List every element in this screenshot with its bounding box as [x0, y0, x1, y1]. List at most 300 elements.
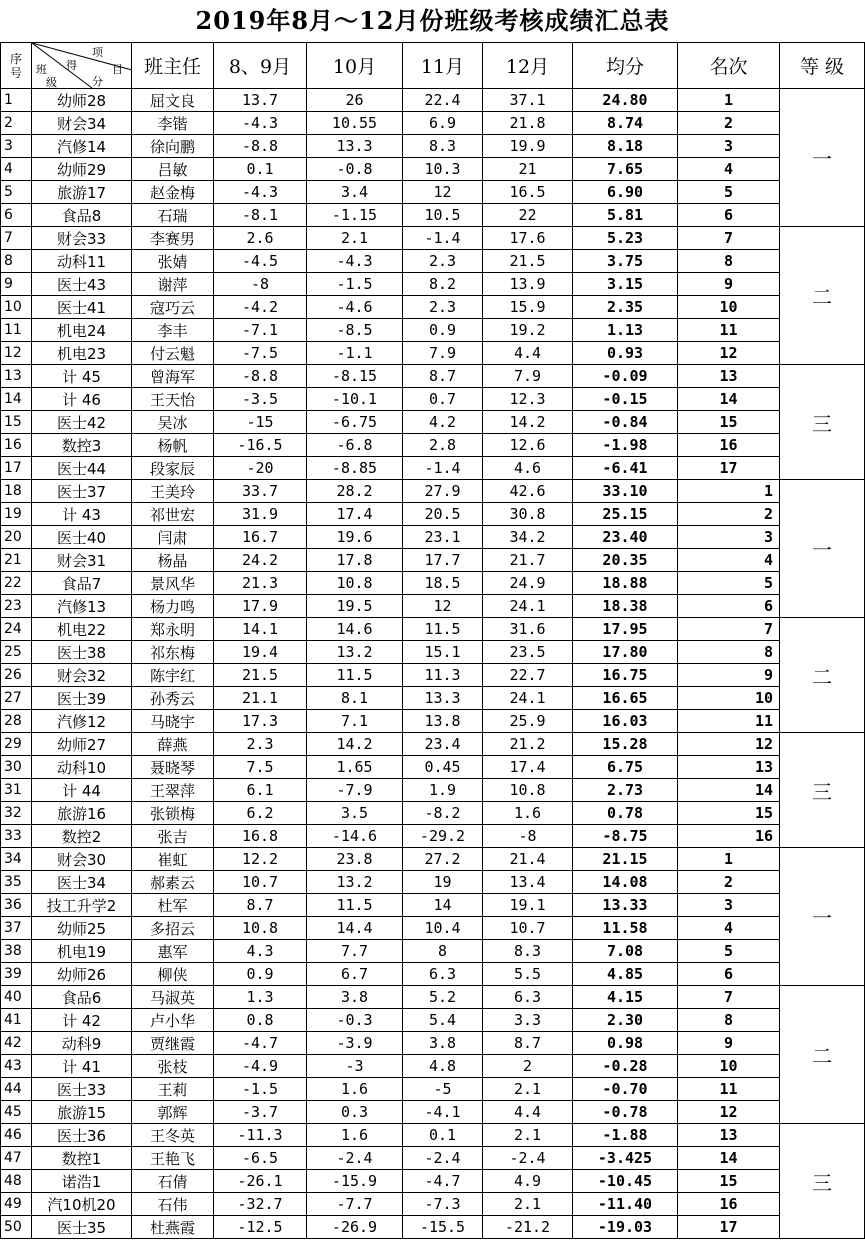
table-row	[1, 756, 865, 779]
rank-cell: 12	[678, 342, 780, 365]
seq-cell: 12	[1, 342, 32, 365]
score-oct-cell: -7.9	[307, 779, 403, 802]
score-dec-cell: 17.4	[483, 756, 573, 779]
score-dec-cell: 13.9	[483, 273, 573, 296]
score-nov-cell: 8.7	[403, 365, 483, 388]
score-sep-cell: -32.7	[214, 1193, 307, 1216]
score-nov-cell: 11.5	[403, 618, 483, 641]
seq-cell: 39	[1, 963, 32, 986]
rank-cell: 9	[678, 664, 780, 687]
teacher-cell: 郭辉	[132, 1101, 214, 1124]
score-dec-cell: 23.5	[483, 641, 573, 664]
score-dec-cell: 12.3	[483, 388, 573, 411]
teacher-cell: 崔虹	[132, 848, 214, 871]
score-sep-cell: 6.1	[214, 779, 307, 802]
class-cell: 医士42	[32, 411, 132, 434]
class-cell: 医士44	[32, 457, 132, 480]
score-oct-cell: 3.8	[307, 986, 403, 1009]
score-oct-cell: 28.2	[307, 480, 403, 503]
average-cell: -0.84	[573, 411, 678, 434]
score-sep-cell: -7.5	[214, 342, 307, 365]
rank-cell: 3	[678, 135, 780, 158]
table-row	[1, 917, 865, 940]
class-cell: 计 43	[32, 503, 132, 526]
rank-cell: 6	[678, 595, 780, 618]
teacher-cell: 郑永明	[132, 618, 214, 641]
teacher-cell: 寇巧云	[132, 296, 214, 319]
score-nov-cell: 18.5	[403, 572, 483, 595]
teacher-cell: 薛燕	[132, 733, 214, 756]
rank-cell: 12	[678, 733, 780, 756]
seq-cell: 44	[1, 1078, 32, 1101]
score-nov-cell: 10.4	[403, 917, 483, 940]
score-sep-cell: -26.1	[214, 1170, 307, 1193]
table-row	[1, 1078, 865, 1101]
score-oct-cell: 19.5	[307, 595, 403, 618]
teacher-cell: 张婧	[132, 250, 214, 273]
rank-cell: 11	[678, 1078, 780, 1101]
score-oct-cell: 14.2	[307, 733, 403, 756]
score-oct-cell: 7.7	[307, 940, 403, 963]
score-dec-cell: 21.2	[483, 733, 573, 756]
score-dec-cell: 12.6	[483, 434, 573, 457]
teacher-cell: 石瑞	[132, 204, 214, 227]
class-cell: 财会33	[32, 227, 132, 250]
teacher-cell: 吴冰	[132, 411, 214, 434]
seq-cell: 40	[1, 986, 32, 1009]
class-cell: 动科11	[32, 250, 132, 273]
rank-cell: 10	[678, 687, 780, 710]
rank-cell: 14	[678, 388, 780, 411]
score-nov-cell: 2.8	[403, 434, 483, 457]
table-row	[1, 549, 865, 572]
table-row	[1, 181, 865, 204]
score-dec-cell: 2	[483, 1055, 573, 1078]
score-oct-cell: 3.5	[307, 802, 403, 825]
score-oct-cell: 1.6	[307, 1078, 403, 1101]
average-cell: 6.90	[573, 181, 678, 204]
class-cell: 旅游17	[32, 181, 132, 204]
teacher-cell: 闫肃	[132, 526, 214, 549]
rank-cell: 16	[678, 825, 780, 848]
rank-cell: 7	[678, 227, 780, 250]
average-cell: 3.15	[573, 273, 678, 296]
teacher-cell: 孙秀云	[132, 687, 214, 710]
score-nov-cell: -5	[403, 1078, 483, 1101]
score-oct-cell: 6.7	[307, 963, 403, 986]
rank-cell: 3	[678, 526, 780, 549]
score-dec-cell: 34.2	[483, 526, 573, 549]
score-oct-cell: 17.8	[307, 549, 403, 572]
score-dec-cell: 6.3	[483, 986, 573, 1009]
seq-cell: 20	[1, 526, 32, 549]
score-dec-cell: 19.1	[483, 894, 573, 917]
teacher-cell: 张吉	[132, 825, 214, 848]
score-nov-cell: -2.4	[403, 1147, 483, 1170]
seq-cell: 14	[1, 388, 32, 411]
score-sep-cell: -20	[214, 457, 307, 480]
header-grade: 等 级	[780, 43, 865, 89]
rank-cell: 7	[678, 618, 780, 641]
table-row	[1, 963, 865, 986]
score-nov-cell: 2.3	[403, 250, 483, 273]
score-oct-cell: -1.15	[307, 204, 403, 227]
class-cell: 计 44	[32, 779, 132, 802]
score-dec-cell: 42.6	[483, 480, 573, 503]
table-row	[1, 1009, 865, 1032]
score-dec-cell: 2.1	[483, 1193, 573, 1216]
score-oct-cell: 8.1	[307, 687, 403, 710]
rank-cell: 13	[678, 756, 780, 779]
score-nov-cell: 10.3	[403, 158, 483, 181]
score-sep-cell: -4.3	[214, 181, 307, 204]
average-cell: -6.41	[573, 457, 678, 480]
score-oct-cell: 1.6	[307, 1124, 403, 1147]
score-oct-cell: -8.15	[307, 365, 403, 388]
average-cell: 2.35	[573, 296, 678, 319]
table-row	[1, 296, 865, 319]
seq-cell: 32	[1, 802, 32, 825]
teacher-cell: 张枝	[132, 1055, 214, 1078]
header-row	[1, 43, 865, 89]
score-dec-cell: 1.6	[483, 802, 573, 825]
score-nov-cell: 0.9	[403, 319, 483, 342]
teacher-cell: 马淑英	[132, 986, 214, 1009]
average-cell: 25.15	[573, 503, 678, 526]
score-sep-cell: 17.9	[214, 595, 307, 618]
score-dec-cell: 15.9	[483, 296, 573, 319]
class-cell: 食品6	[32, 986, 132, 1009]
score-oct-cell: 11.5	[307, 664, 403, 687]
teacher-cell: 祁东梅	[132, 641, 214, 664]
score-dec-cell: 14.2	[483, 411, 573, 434]
score-nov-cell: 8.3	[403, 135, 483, 158]
table-row	[1, 204, 865, 227]
class-cell: 医士35	[32, 1216, 132, 1239]
class-cell: 汽修14	[32, 135, 132, 158]
table-row	[1, 710, 865, 733]
rank-cell: 1	[678, 848, 780, 871]
table-row	[1, 940, 865, 963]
class-cell: 动科10	[32, 756, 132, 779]
score-oct-cell: 13.2	[307, 871, 403, 894]
average-cell: 24.80	[573, 89, 678, 112]
score-nov-cell: 13.3	[403, 687, 483, 710]
teacher-cell: 王冬英	[132, 1124, 214, 1147]
table-row	[1, 825, 865, 848]
teacher-cell: 景风华	[132, 572, 214, 595]
table-row	[1, 1101, 865, 1124]
seq-cell: 22	[1, 572, 32, 595]
score-oct-cell: -0.8	[307, 158, 403, 181]
score-sep-cell: -16.5	[214, 434, 307, 457]
score-nov-cell: 22.4	[403, 89, 483, 112]
seq-cell: 41	[1, 1009, 32, 1032]
score-sep-cell: -4.5	[214, 250, 307, 273]
score-oct-cell: 10.55	[307, 112, 403, 135]
score-nov-cell: 14	[403, 894, 483, 917]
score-oct-cell: 2.1	[307, 227, 403, 250]
teacher-cell: 杜燕霞	[132, 1216, 214, 1239]
average-cell: 21.15	[573, 848, 678, 871]
score-sep-cell: 10.8	[214, 917, 307, 940]
seq-cell: 8	[1, 250, 32, 273]
table-row	[1, 986, 865, 1009]
class-cell: 医士38	[32, 641, 132, 664]
score-dec-cell: -21.2	[483, 1216, 573, 1239]
teacher-cell: 李丰	[132, 319, 214, 342]
score-oct-cell: -1.5	[307, 273, 403, 296]
score-sep-cell: 33.7	[214, 480, 307, 503]
score-nov-cell: -29.2	[403, 825, 483, 848]
score-nov-cell: 23.4	[403, 733, 483, 756]
score-dec-cell: 19.9	[483, 135, 573, 158]
score-oct-cell: -26.9	[307, 1216, 403, 1239]
score-sep-cell: -4.2	[214, 296, 307, 319]
seq-cell: 31	[1, 779, 32, 802]
score-dec-cell: 22	[483, 204, 573, 227]
table-row	[1, 480, 865, 503]
table-row	[1, 1032, 865, 1055]
score-oct-cell: -14.6	[307, 825, 403, 848]
seq-cell: 46	[1, 1124, 32, 1147]
seq-cell: 11	[1, 319, 32, 342]
score-nov-cell: 5.2	[403, 986, 483, 1009]
average-cell: 2.73	[573, 779, 678, 802]
score-nov-cell: 19	[403, 871, 483, 894]
score-nov-cell: 13.8	[403, 710, 483, 733]
seq-cell: 15	[1, 411, 32, 434]
rank-cell: 11	[678, 319, 780, 342]
class-cell: 动科9	[32, 1032, 132, 1055]
teacher-cell: 杨帆	[132, 434, 214, 457]
diag-label-de: 得	[66, 59, 77, 72]
score-oct-cell: -8.85	[307, 457, 403, 480]
rank-cell: 4	[678, 549, 780, 572]
score-sep-cell: 21.1	[214, 687, 307, 710]
table-row	[1, 1055, 865, 1078]
table-row	[1, 802, 865, 825]
score-dec-cell: 17.6	[483, 227, 573, 250]
score-oct-cell: -15.9	[307, 1170, 403, 1193]
average-cell: 5.23	[573, 227, 678, 250]
score-oct-cell: -4.3	[307, 250, 403, 273]
average-cell: 18.38	[573, 595, 678, 618]
score-nov-cell: 2.3	[403, 296, 483, 319]
teacher-cell: 李锴	[132, 112, 214, 135]
score-nov-cell: 27.9	[403, 480, 483, 503]
header-teacher: 班主任	[132, 43, 214, 89]
average-cell: -0.15	[573, 388, 678, 411]
score-nov-cell: 4.2	[403, 411, 483, 434]
average-cell: 17.80	[573, 641, 678, 664]
score-sep-cell: 7.5	[214, 756, 307, 779]
table-row	[1, 733, 865, 756]
score-nov-cell: 17.7	[403, 549, 483, 572]
score-nov-cell: -15.5	[403, 1216, 483, 1239]
score-dec-cell: 8.7	[483, 1032, 573, 1055]
score-oct-cell: 7.1	[307, 710, 403, 733]
class-cell: 幼师26	[32, 963, 132, 986]
class-cell: 机电23	[32, 342, 132, 365]
average-cell: 17.95	[573, 618, 678, 641]
class-cell: 汽10机20	[32, 1193, 132, 1216]
class-cell: 幼师25	[32, 917, 132, 940]
rank-cell: 5	[678, 572, 780, 595]
table-row	[1, 503, 865, 526]
table-row	[1, 595, 865, 618]
score-nov-cell: 10.5	[403, 204, 483, 227]
header-month4: 12月	[483, 43, 573, 89]
score-sep-cell: -1.5	[214, 1078, 307, 1101]
grade-cell: 二	[780, 618, 865, 733]
rank-cell: 10	[678, 1055, 780, 1078]
grade-cell: 三	[780, 733, 865, 848]
score-sep-cell: -7.1	[214, 319, 307, 342]
table-row	[1, 641, 865, 664]
score-sep-cell: -15	[214, 411, 307, 434]
score-sep-cell: -3.5	[214, 388, 307, 411]
score-sep-cell: -12.5	[214, 1216, 307, 1239]
rank-cell: 6	[678, 204, 780, 227]
score-oct-cell: 14.4	[307, 917, 403, 940]
grade-cell: 二	[780, 986, 865, 1124]
teacher-cell: 王翠萍	[132, 779, 214, 802]
score-sep-cell: -4.3	[214, 112, 307, 135]
average-cell: 0.98	[573, 1032, 678, 1055]
score-oct-cell: -8.5	[307, 319, 403, 342]
teacher-cell: 吕敏	[132, 158, 214, 181]
class-cell: 医士43	[32, 273, 132, 296]
seq-cell: 24	[1, 618, 32, 641]
seq-cell: 9	[1, 273, 32, 296]
rank-cell: 14	[678, 779, 780, 802]
class-cell: 汽修13	[32, 595, 132, 618]
score-nov-cell: -7.3	[403, 1193, 483, 1216]
class-cell: 计 41	[32, 1055, 132, 1078]
score-dec-cell: 4.4	[483, 1101, 573, 1124]
average-cell: 15.28	[573, 733, 678, 756]
score-sep-cell: -4.7	[214, 1032, 307, 1055]
score-oct-cell: 13.2	[307, 641, 403, 664]
class-cell: 医士36	[32, 1124, 132, 1147]
average-cell: 8.74	[573, 112, 678, 135]
grade-cell: 一	[780, 89, 865, 227]
class-cell: 医士40	[32, 526, 132, 549]
average-cell: 23.40	[573, 526, 678, 549]
teacher-cell: 谢萍	[132, 273, 214, 296]
rank-cell: 1	[678, 480, 780, 503]
teacher-cell: 杨力鸣	[132, 595, 214, 618]
table-row	[1, 365, 865, 388]
header-average: 均分	[573, 43, 678, 89]
diag-label-mu: 目	[112, 63, 123, 76]
rank-cell: 8	[678, 641, 780, 664]
average-cell: 18.88	[573, 572, 678, 595]
score-dec-cell: 31.6	[483, 618, 573, 641]
teacher-cell: 王莉	[132, 1078, 214, 1101]
seq-cell: 6	[1, 204, 32, 227]
seq-cell: 4	[1, 158, 32, 181]
score-dec-cell: 3.3	[483, 1009, 573, 1032]
table-row	[1, 1193, 865, 1216]
seq-cell: 47	[1, 1147, 32, 1170]
score-dec-cell: 21.8	[483, 112, 573, 135]
rank-cell: 11	[678, 710, 780, 733]
score-nov-cell: 27.2	[403, 848, 483, 871]
average-cell: 11.58	[573, 917, 678, 940]
score-dec-cell: 4.4	[483, 342, 573, 365]
score-oct-cell: -0.3	[307, 1009, 403, 1032]
seq-cell: 1	[1, 89, 32, 112]
rank-cell: 8	[678, 1009, 780, 1032]
average-cell: 4.85	[573, 963, 678, 986]
teacher-cell: 段家辰	[132, 457, 214, 480]
seq-cell: 27	[1, 687, 32, 710]
teacher-cell: 柳侠	[132, 963, 214, 986]
teacher-cell: 惠军	[132, 940, 214, 963]
class-cell: 计 45	[32, 365, 132, 388]
score-table	[0, 42, 865, 1239]
score-nov-cell: 1.9	[403, 779, 483, 802]
table-row	[1, 319, 865, 342]
rank-cell: 16	[678, 1193, 780, 1216]
score-nov-cell: 0.45	[403, 756, 483, 779]
header-diagonal	[32, 43, 132, 89]
table-row	[1, 89, 865, 112]
score-oct-cell: -6.8	[307, 434, 403, 457]
teacher-cell: 石伟	[132, 1193, 214, 1216]
table-row	[1, 618, 865, 641]
score-sep-cell: -11.3	[214, 1124, 307, 1147]
teacher-cell: 聂晓琴	[132, 756, 214, 779]
table-row	[1, 1124, 865, 1147]
score-oct-cell: -7.7	[307, 1193, 403, 1216]
score-nov-cell: -4.1	[403, 1101, 483, 1124]
seq-cell: 49	[1, 1193, 32, 1216]
seq-cell: 3	[1, 135, 32, 158]
score-oct-cell: 10.8	[307, 572, 403, 595]
rank-cell: 1	[678, 89, 780, 112]
teacher-cell: 王美玲	[132, 480, 214, 503]
seq-cell: 19	[1, 503, 32, 526]
score-dec-cell: 21	[483, 158, 573, 181]
table-row	[1, 1170, 865, 1193]
rank-cell: 16	[678, 434, 780, 457]
score-sep-cell: 0.1	[214, 158, 307, 181]
score-oct-cell: -3	[307, 1055, 403, 1078]
score-nov-cell: 8.2	[403, 273, 483, 296]
average-cell: -10.45	[573, 1170, 678, 1193]
score-oct-cell: 14.6	[307, 618, 403, 641]
average-cell: 7.65	[573, 158, 678, 181]
score-nov-cell: 12	[403, 595, 483, 618]
score-sep-cell: 16.7	[214, 526, 307, 549]
score-dec-cell: 24.1	[483, 687, 573, 710]
average-cell: -0.28	[573, 1055, 678, 1078]
average-cell: -19.03	[573, 1216, 678, 1239]
average-cell: 7.08	[573, 940, 678, 963]
seq-cell: 26	[1, 664, 32, 687]
seq-cell: 33	[1, 825, 32, 848]
class-cell: 食品8	[32, 204, 132, 227]
score-nov-cell: 23.1	[403, 526, 483, 549]
average-cell: -8.75	[573, 825, 678, 848]
seq-cell: 25	[1, 641, 32, 664]
score-nov-cell: 5.4	[403, 1009, 483, 1032]
score-sep-cell: 8.7	[214, 894, 307, 917]
average-cell: -11.40	[573, 1193, 678, 1216]
